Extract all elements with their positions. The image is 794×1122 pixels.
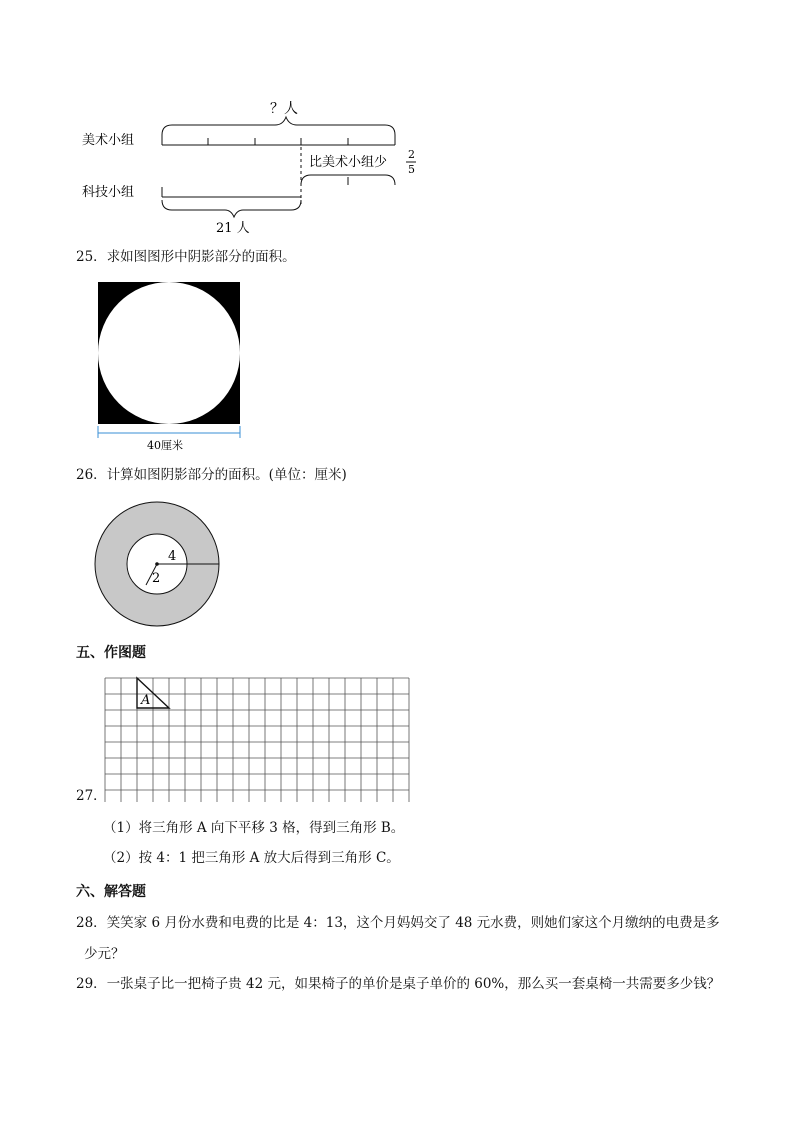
tech-count-label: 21 人 xyxy=(216,221,250,236)
question-28-line2: 少元？ xyxy=(84,946,125,962)
drawing-grid[interactable] xyxy=(103,676,415,802)
question-27-sub2: （2）按 4：1 把三角形 A 放大后得到三角形 C。 xyxy=(103,850,400,866)
frac-num: 2 xyxy=(408,148,415,161)
art-group-label: 美术小组 xyxy=(82,133,135,148)
outer-radius-label: 4 xyxy=(168,549,177,564)
question-text: 一张桌子比一把椅子贵 42 元，如果椅子的单价是桌子单价的 60%，那么买一套桌椅一共需要多少钱？ xyxy=(106,976,721,992)
tech-group-label: 科技小组 xyxy=(82,185,135,200)
inscribed-circle xyxy=(98,282,240,424)
inner-radius-label: 2 xyxy=(152,571,161,586)
question-26 xyxy=(76,465,347,485)
question-27-sub1: （1）将三角形 A 向下平移 3 格，得到三角形 B。 xyxy=(103,820,405,836)
less-label: 比美术小组少 xyxy=(309,155,388,170)
question-number: 25． xyxy=(76,249,107,265)
segment-diagram xyxy=(70,95,430,240)
question-text: 求如图图形中阴影部分的面积。 xyxy=(106,249,296,265)
section-title-6: 六、解答题 xyxy=(76,884,146,900)
question-text: 笑笑家 6 月份水费和电费的比是 4：13，这个月妈妈交了 48 元水费，则她们家这个月缴纳的电费是多 xyxy=(106,915,720,931)
tech-brace xyxy=(162,200,301,217)
total-brace xyxy=(162,117,395,135)
ring-figure xyxy=(90,498,230,633)
question-29 xyxy=(76,974,720,994)
question-27-number: 27． xyxy=(76,788,107,804)
question-number: 26． xyxy=(76,467,107,483)
square-circle-figure xyxy=(90,278,250,456)
question-text: 计算如图阴影部分的面积。(单位：厘米) xyxy=(106,467,347,483)
triangle-a-label: A xyxy=(141,693,151,708)
dimension-label: 40厘米 xyxy=(147,439,183,452)
question-number: 28． xyxy=(76,915,107,931)
section-title-5: 五、作图题 xyxy=(76,645,146,661)
total-label: ？人 xyxy=(270,101,298,117)
question-28-line1 xyxy=(76,913,720,933)
question-number: 29． xyxy=(76,976,107,992)
segment-diagram-svg xyxy=(70,95,430,240)
frac-den: 5 xyxy=(408,163,415,176)
grid-svg xyxy=(103,676,415,802)
question-25 xyxy=(76,247,296,267)
